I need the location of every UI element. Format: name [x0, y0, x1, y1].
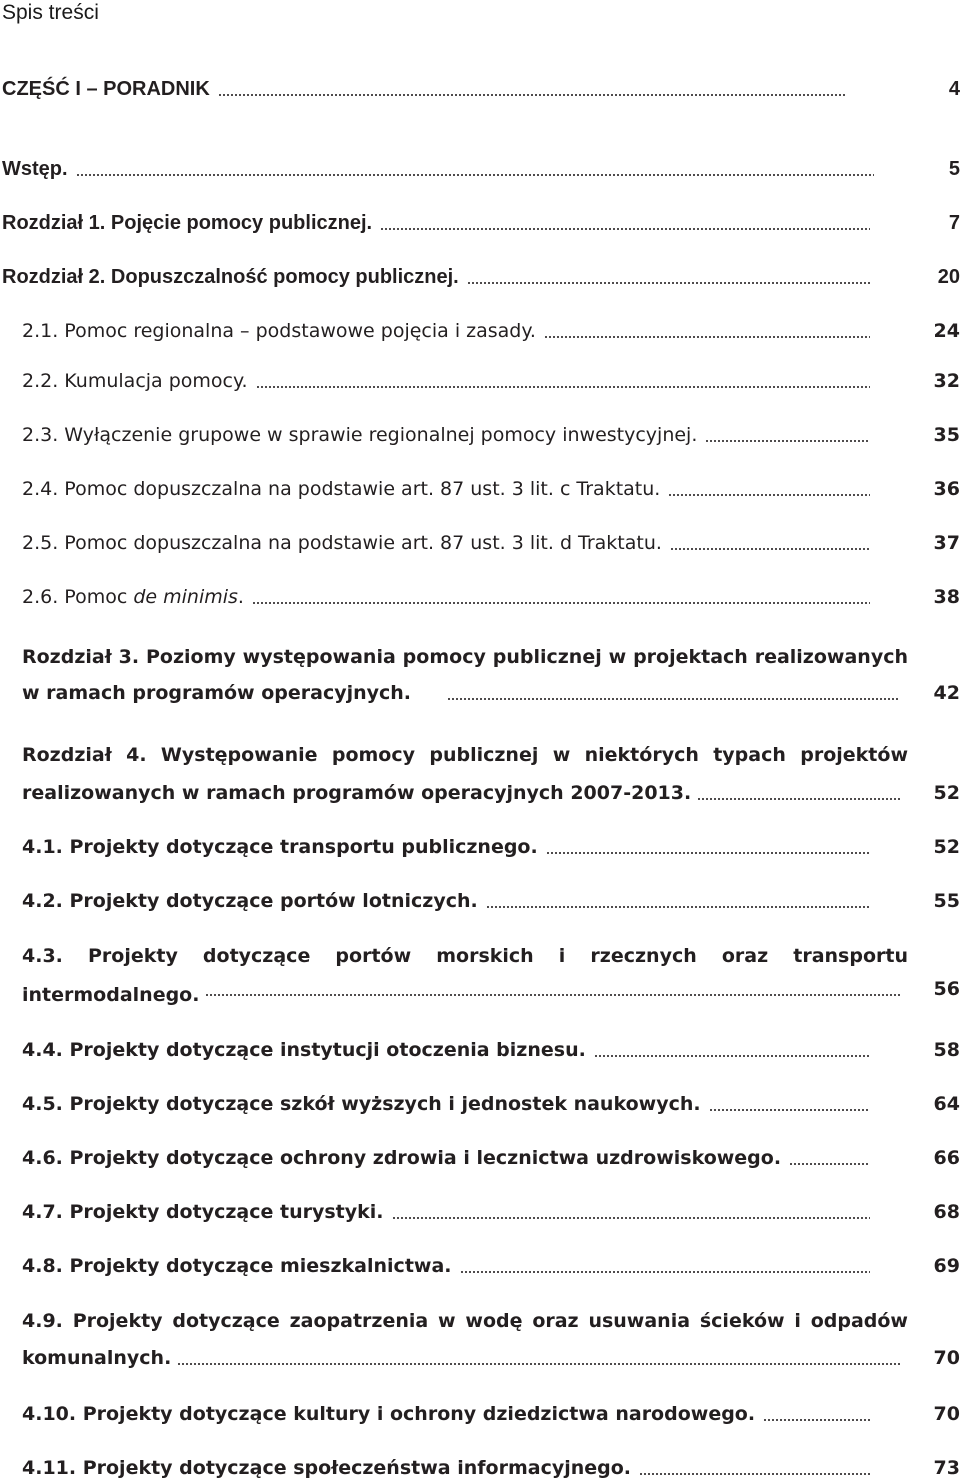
toc-entry-line: Rozdział 4. Występowanie pomocy publicznej w niektórych typach projektów	[22, 744, 908, 766]
toc-entry-intro[interactable]	[2, 154, 960, 184]
dot-leader	[763, 1419, 870, 1421]
toc-entry-label: 2.4. Pomoc dopuszczalna na podstawie art. 87 ust. 3 lit. c Traktatu.	[22, 478, 661, 500]
dot-leader	[76, 174, 874, 176]
toc-entry-line: 4.9. Projekty dotyczące zaopatrzenia w wodę oraz usuwania ścieków i odpadów	[22, 1310, 908, 1332]
toc-entry-4-11[interactable]	[22, 1453, 960, 1483]
toc-entry-label: w ramach programów operacyjnych.	[22, 682, 412, 704]
toc-entry-4-2[interactable]	[22, 886, 960, 916]
toc-page-number: 7	[948, 212, 960, 234]
dot-leader	[256, 386, 870, 388]
toc-entry-label: 2.3. Wyłączenie grupowe w sprawie regionalnej pomocy inwestycyjnej.	[22, 424, 698, 446]
toc-page-number: 64	[933, 1093, 960, 1115]
toc-entry-2-5[interactable]	[22, 528, 960, 558]
toc-page-number: 36	[933, 478, 960, 500]
toc-entry-2-2[interactable]	[22, 366, 960, 396]
toc-page-number: 35	[933, 424, 960, 446]
toc-entry-label: 4.2. Projekty dotyczące portów lotniczych.	[22, 890, 478, 912]
toc-entry-line: Rozdział 3. Poziomy występowania pomocy publicznej w projektach realizowanych	[22, 646, 908, 668]
toc-entry-4-10[interactable]	[22, 1399, 960, 1429]
toc-entry-label-prefix: 2.6. Pomoc	[22, 586, 134, 608]
toc-entry-4-1[interactable]	[22, 832, 960, 862]
dot-leader	[380, 228, 870, 230]
toc-entry-line-last	[22, 778, 900, 808]
toc-entry-label	[22, 582, 244, 612]
toc-entry-2-6[interactable]	[22, 582, 960, 612]
toc-page-number: 42	[933, 682, 960, 704]
toc-entry-label: 4.5. Projekty dotyczące szkół wyższych i jednostek naukowych.	[22, 1093, 701, 1115]
dot-leader	[460, 1271, 871, 1273]
dot-leader	[670, 548, 870, 550]
toc-entry-label-suffix: .	[237, 586, 244, 608]
dot-leader	[447, 698, 900, 700]
toc-entry-label: CZĘŚĆ I – PORADNIK	[2, 78, 210, 100]
dot-leader	[668, 494, 870, 496]
toc-entry-line-last	[22, 1343, 900, 1373]
toc-entry-4-8[interactable]	[22, 1251, 960, 1281]
toc-entry-label: Wstęp.	[2, 158, 68, 180]
toc-entry-label: 4.10. Projekty dotyczące kultury i ochrony dziedzictwa narodowego.	[22, 1403, 756, 1425]
toc-page-number: 52	[933, 836, 960, 858]
toc-entry-2-4[interactable]	[22, 474, 960, 504]
toc-page-number: 68	[933, 1201, 960, 1223]
dot-leader	[486, 906, 870, 908]
dot-leader	[205, 994, 900, 996]
dot-leader	[697, 798, 900, 800]
toc-page-number: 69	[933, 1255, 960, 1277]
dot-leader	[789, 1163, 870, 1165]
toc-entry-line-last	[22, 980, 900, 1010]
toc-page-number: 70	[933, 1403, 960, 1425]
toc-entry-label: komunalnych.	[22, 1347, 172, 1369]
toc-page-number: 58	[933, 1039, 960, 1061]
toc-entry-4-5[interactable]	[22, 1089, 960, 1119]
toc-entry-2-1[interactable]	[22, 316, 960, 346]
toc-entry-label: 4.6. Projekty dotyczące ochrony zdrowia i lecznictwa uzdrowiskowego.	[22, 1147, 782, 1169]
dot-leader	[218, 94, 845, 96]
toc-entry-label: 4.1. Projekty dotyczące transportu publicznego.	[22, 836, 538, 858]
toc-page-number: 52	[933, 782, 960, 804]
toc-entry-label: 4.11. Projekty dotyczące społeczeństwa informacyjnego.	[22, 1457, 632, 1479]
toc-page-number: 37	[933, 532, 960, 554]
toc-page-number: 38	[933, 586, 960, 608]
toc-entry-line-last	[22, 678, 900, 708]
toc-entry-label: 4.7. Projekty dotyczące turystyki.	[22, 1201, 384, 1223]
toc-page-number: 5	[948, 158, 960, 180]
toc-title: Spis treści	[2, 1, 99, 24]
toc-entry-label: Rozdział 2. Dopuszczalność pomocy publicznej.	[2, 266, 459, 288]
dot-leader	[392, 1217, 871, 1219]
toc-entry-chapter-1[interactable]	[2, 208, 960, 238]
dot-leader	[544, 336, 870, 338]
dot-leader	[252, 602, 870, 604]
toc-page-number: 66	[933, 1147, 960, 1169]
toc-entry-label: Rozdział 1. Pojęcie pomocy publicznej.	[2, 212, 373, 234]
toc-entry-label: 4.4. Projekty dotyczące instytucji otoczenia biznesu.	[22, 1039, 586, 1061]
dot-leader	[639, 1473, 870, 1475]
toc-page-number: 32	[933, 370, 960, 392]
dot-leader	[594, 1055, 870, 1057]
toc-entry-label: realizowanych w ramach programów operacyjnych 2007-2013.	[22, 782, 692, 804]
toc-entry-label: 2.2. Kumulacja pomocy.	[22, 370, 248, 392]
dot-leader	[546, 852, 870, 854]
toc-page-number: 4	[948, 78, 960, 100]
toc-page-number: 24	[933, 320, 960, 342]
toc-entry-label: intermodalnego.	[22, 984, 200, 1006]
toc-page-number: 55	[933, 890, 960, 912]
toc-entry-part-1[interactable]	[2, 74, 960, 104]
toc-page-number: 20	[937, 266, 960, 288]
toc-entry-label: 2.5. Pomoc dopuszczalna na podstawie art. 87 ust. 3 lit. d Traktatu.	[22, 532, 662, 554]
toc-entry-4-4[interactable]	[22, 1035, 960, 1065]
toc-entry-label-italic: de minimis	[133, 586, 238, 608]
toc-page-number: 70	[933, 1347, 960, 1369]
toc-page-number: 56	[933, 978, 960, 1000]
dot-leader	[705, 440, 870, 442]
toc-entry-4-6[interactable]	[22, 1143, 960, 1173]
toc-entry-line: 4.3. Projekty dotyczące portów morskich i rzecznych oraz transportu	[22, 945, 908, 967]
toc-entry-label: 2.1. Pomoc regionalna – podstawowe pojęcia i zasady.	[22, 320, 536, 342]
toc-entry-2-3[interactable]	[22, 420, 960, 450]
toc-entry-label: 4.8. Projekty dotyczące mieszkalnictwa.	[22, 1255, 452, 1277]
toc-entry-4-7[interactable]	[22, 1197, 960, 1227]
toc-entry-chapter-2[interactable]	[2, 262, 960, 292]
toc-page-number: 73	[933, 1457, 960, 1479]
dot-leader	[709, 1109, 870, 1111]
dot-leader	[177, 1363, 900, 1365]
dot-leader	[467, 282, 870, 284]
